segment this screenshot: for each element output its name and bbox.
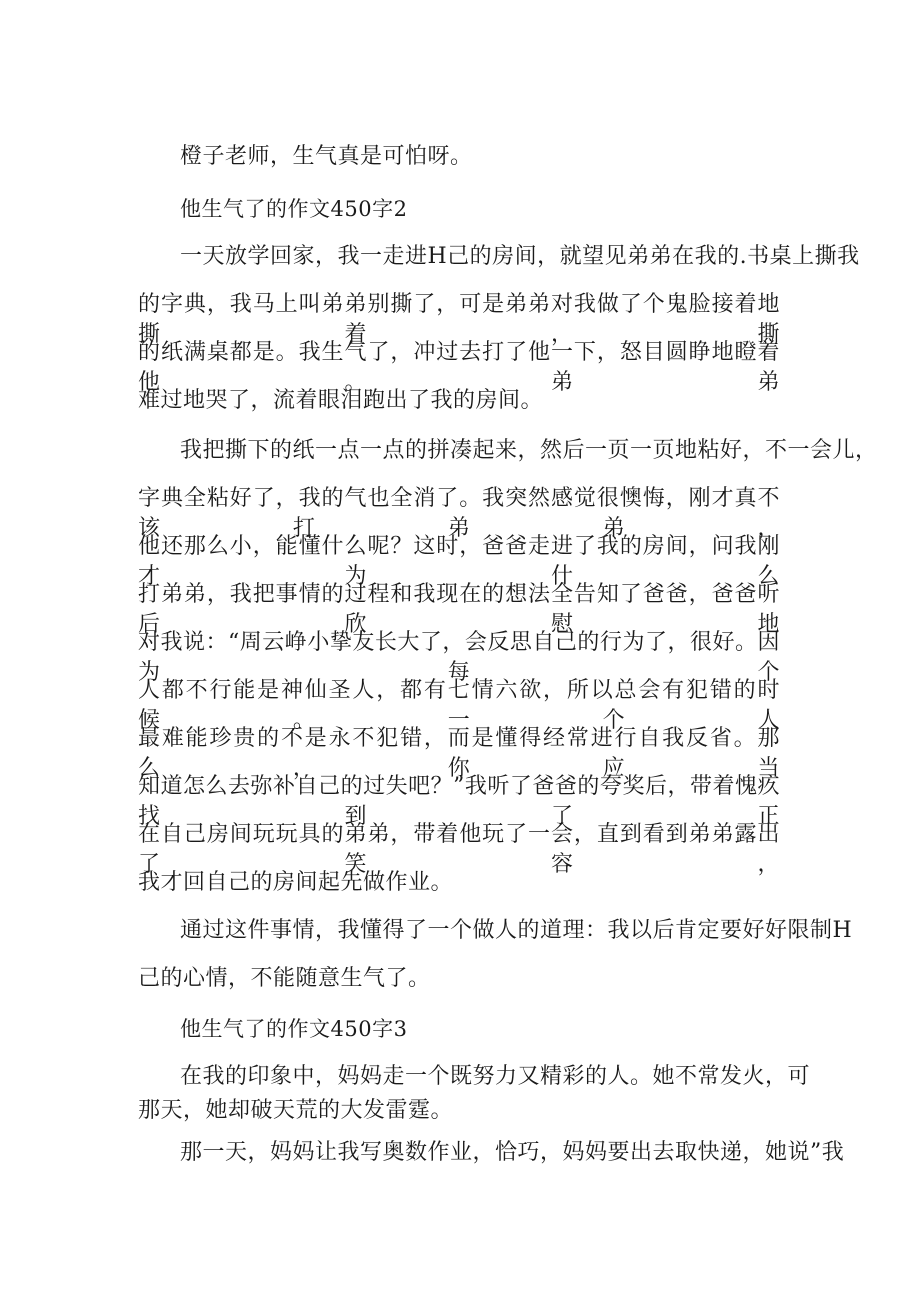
- paragraph-line: 知道怎么去弥补自己的过失吧？”我听了爸爸的夸奖后，带着愧疚找到了正: [138, 774, 780, 829]
- paragraph-line: 一天放学回家，我一走进H己的房间，就望见弟弟在我的.书桌上撕我: [180, 244, 860, 269]
- paragraph-line: 那天，她却破天荒的大发雷霆。: [138, 1098, 454, 1123]
- paragraph-line: 通过这件事情，我懂得了一个做人的道理：我以后肯定要好好限制H: [180, 918, 853, 943]
- paragraph-line: 最难能珍贵的不是永不犯错，而是懂得经常进行自我反省。那么，你应当: [138, 726, 780, 781]
- paragraph-line: 字典全粘好了，我的气也全消了。我突然感觉很懊悔，刚才真不该打弟弟，: [138, 486, 780, 541]
- paragraph-line: 他还那么小，能懂什么呢？这时，爸爸走进了我的房间，问我刚才为什么: [138, 534, 780, 589]
- paragraph-line: 橙子老师，生气真是可怕呀。: [180, 144, 473, 169]
- section-heading: 他生气了的作文450字2: [180, 197, 408, 221]
- paragraph-line: 那一天，妈妈让我写奥数作业，恰巧，妈妈要出去取快递，她说”我: [180, 1140, 845, 1165]
- paragraph-line: 人都不行能是神仙圣人，都有七情六欲，所以总会有犯错的时候。一个人: [138, 678, 780, 733]
- paragraph-line: 在我的印象中，妈妈走一个既努力又精彩的人。她不常发火，可: [180, 1064, 811, 1089]
- paragraph-line: 的纸满桌都是。我生气了，冲过去打了他一下，怒目圆睁地瞪着他。弟弟: [138, 340, 780, 395]
- paragraph-line: 我才回自己的房间起先做作业。: [138, 870, 454, 895]
- paragraph-line: 在自己房间玩玩具的弟弟，带着他玩了一会，直到看到弟弟露出了笑容，: [138, 822, 780, 877]
- paragraph-line: 对我说：“周云峥小挚友长大了，会反思自己的行为了，很好。因为每个: [138, 630, 780, 685]
- paragraph-line: 己的心情，不能随意生气了。: [138, 966, 431, 991]
- paragraph-line: 打弟弟，我把事情的过程和我现在的想法全告知了爸爸，爸爸听后欣慰地: [138, 582, 780, 637]
- paragraph-line: 的字典，我马上叫弟弟别撕了，可是弟弟对我做了个鬼脸接着地撕着，撕: [138, 292, 780, 347]
- paragraph-line: 我把撕下的纸一点一点的拼凑起来，然后一页一页地粘好，不一会儿，: [180, 438, 878, 463]
- paragraph-line: 难过地哭了，流着眼泪跑出了我的房间。: [138, 388, 544, 413]
- section-heading: 他生气了的作文450字3: [180, 1017, 408, 1041]
